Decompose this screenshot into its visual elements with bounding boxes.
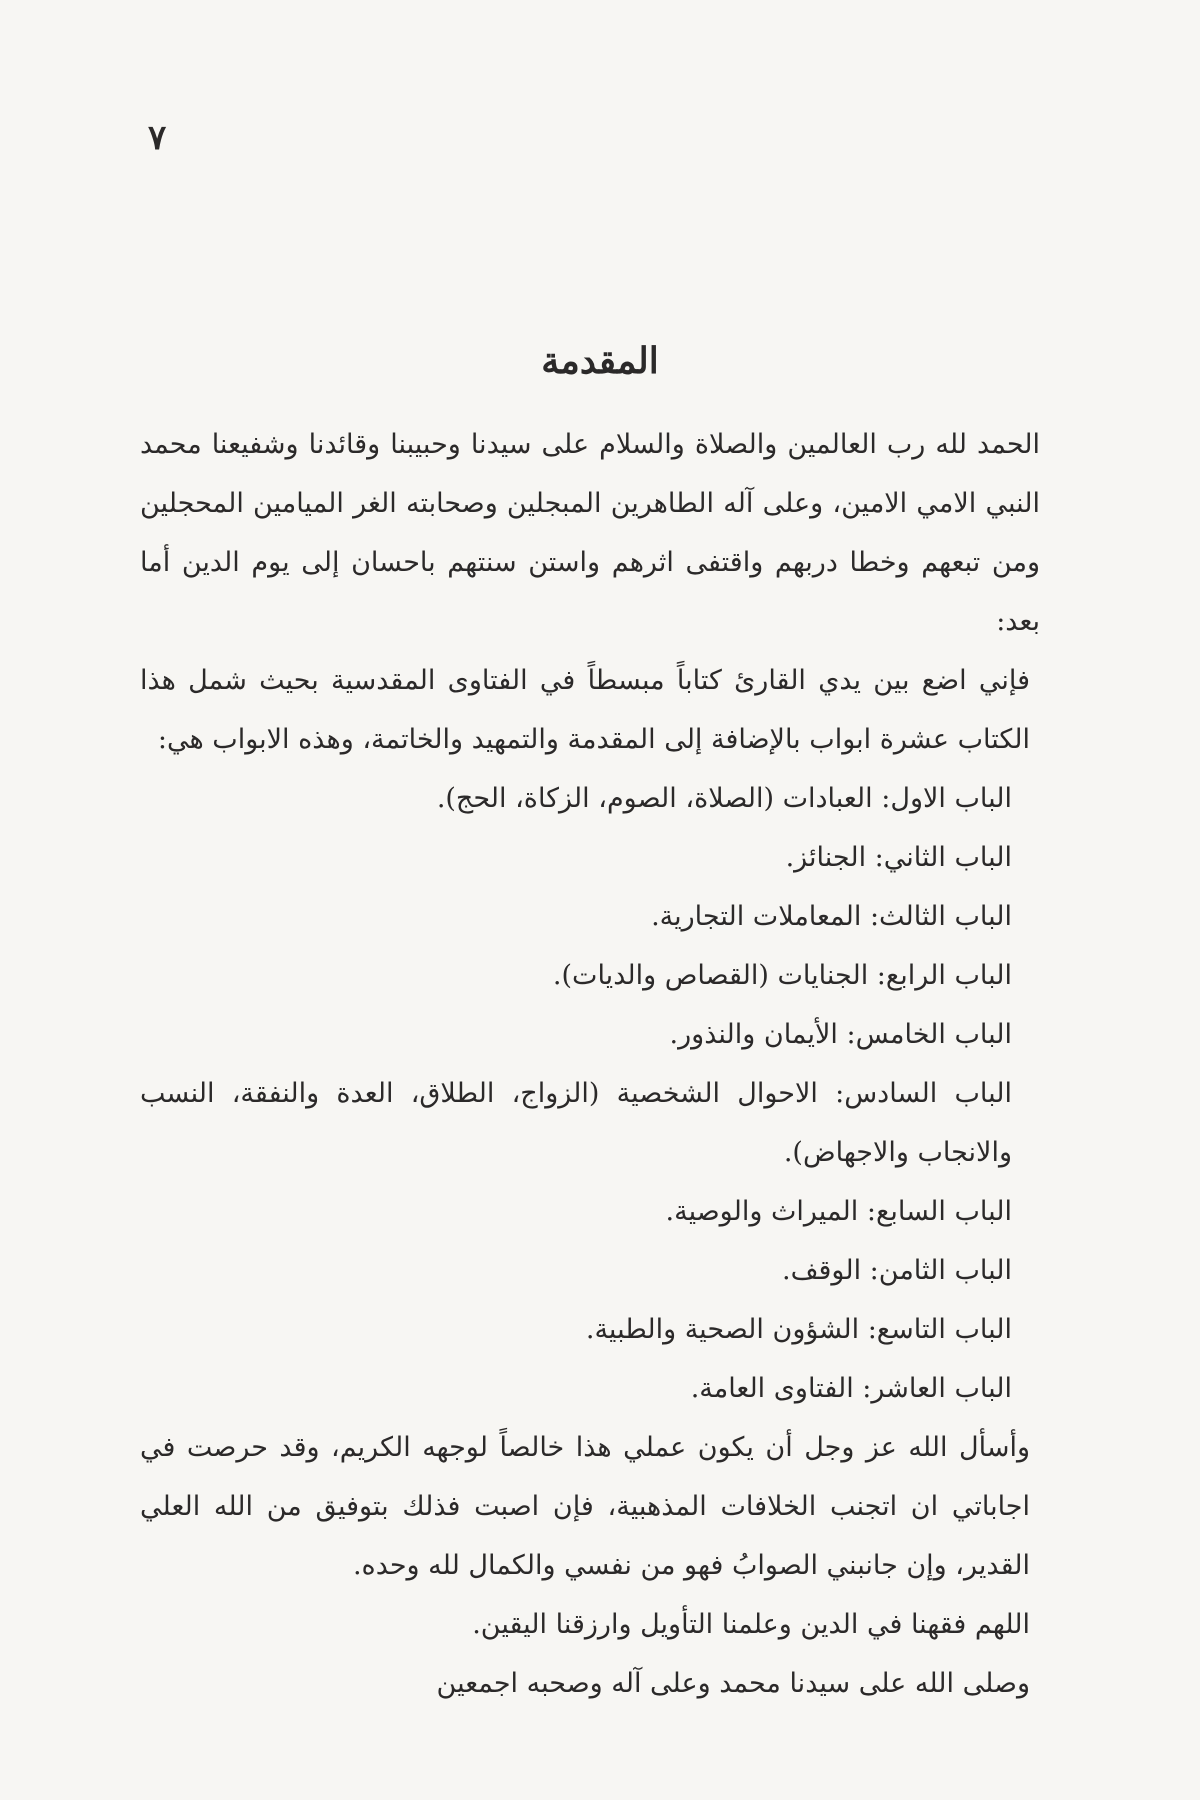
closing-paragraph-2: اللهم فقهنا في الدين وعلمنا التأويل وارزقنا اليقين. (472, 1609, 1030, 1640)
chapter-item-3: الباب الثالث: المعاملات التجارية. (651, 901, 1012, 932)
chapter-item-9: الباب التاسع: الشؤون الصحية والطبية. (585, 1314, 1012, 1345)
chapter-list (140, 769, 1040, 1418)
page-number: ٧ (148, 118, 167, 158)
intro-paragraph-1: الحمد لله رب العالمين والصلاة والسلام على سيدنا وحبيبنا وقائدنا وشفيعنا محمد النبي الامي الامين، وعلى آله الطاهرين المبجلين وصحابته الغر الميامين المحجلين ومن تبعهم وخطا دربهم واقتفى اثرهم واستن سنتهم باحسان إلى يوم الدين أما بعد: (140, 429, 1040, 637)
closing-paragraph-1: وأسأل الله عز وجل أن يكون عملي هذا خالصاً لوجهه الكريم، وقد حرصت في اجاباتي ان اتجنب الخلافات المذهبية، فإن اصبت فذلك بتوفيق من الله العلي القدير، وإن جانبني الصوابُ فهو من نفسي والكمال لله وحده. (140, 1432, 1030, 1581)
page-title: المقدمة (541, 340, 659, 382)
chapter-item-1: الباب الاول: العبادات (الصلاة، الصوم، الزكاة، الحج). (436, 783, 1012, 814)
chapter-item-5: الباب الخامس: الأيمان والنذور. (669, 1019, 1012, 1050)
chapter-item-8: الباب الثامن: الوقف. (781, 1255, 1012, 1286)
intro-paragraph-2: فإني اضع بين يدي القارئ كتاباً مبسطاً في الفتاوى المقدسية بحيث شمل هذا الكتاب عشرة ابواب بالإضافة إلى المقدمة والتمهيد والخاتمة، وهذه الابواب هي: (140, 665, 1030, 755)
page-body (140, 415, 1040, 1713)
closing-paragraph-3: وصلى الله على سيدنا محمد وعلى آله وصحبه اجمعين (436, 1668, 1030, 1699)
chapter-item-2: الباب الثاني: الجنائز. (785, 842, 1012, 873)
chapter-item-10: الباب العاشر: الفتاوى العامة. (690, 1373, 1012, 1404)
chapter-item-6: الباب السادس: الاحوال الشخصية (الزواج، الطلاق، العدة والنفقة، النسب والانجاب والاجهاض). (140, 1078, 1012, 1168)
chapter-item-7: الباب السابع: الميراث والوصية. (665, 1196, 1012, 1227)
chapter-item-4: الباب الرابع: الجنايات (القصاص والديات). (552, 960, 1012, 991)
